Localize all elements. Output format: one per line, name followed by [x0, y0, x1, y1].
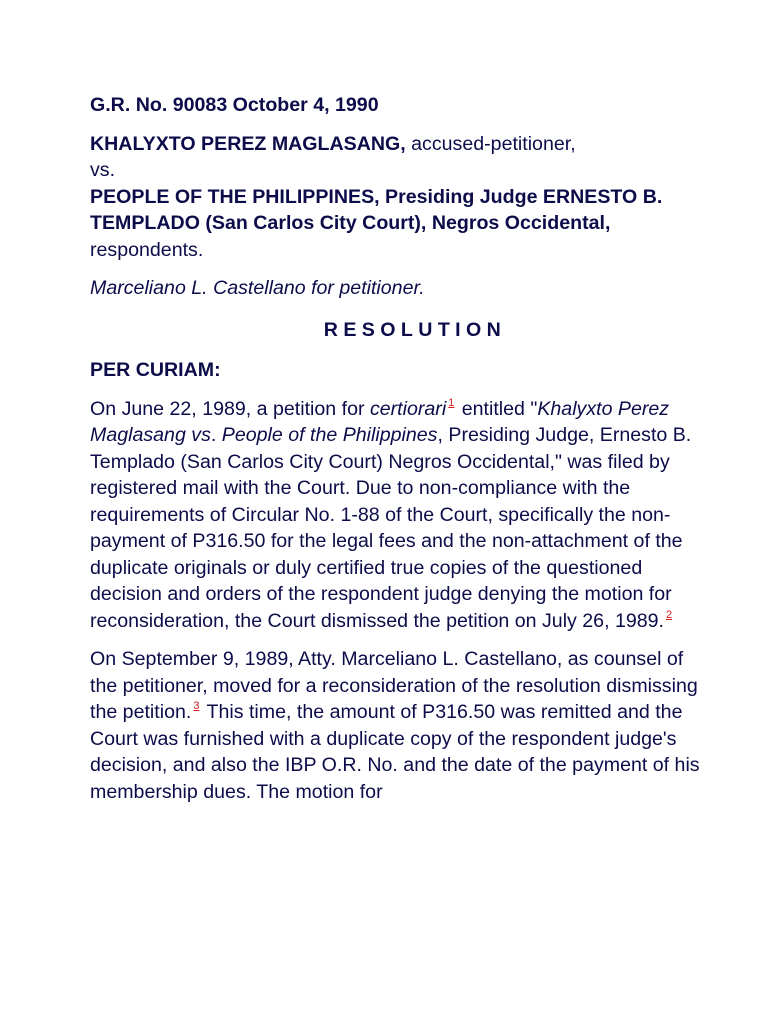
footnote-link-2[interactable]: 2	[666, 608, 673, 621]
paragraph-1	[90, 396, 700, 635]
case-number-date: G.R. No. 90083 October 4, 1990	[90, 94, 379, 116]
paragraph-1-text: On June 22, 1989, a petition for	[90, 397, 370, 420]
certiorari-term: certiorari	[369, 397, 447, 420]
footnote-link-1[interactable]: 1	[448, 396, 455, 409]
respondents-names: PEOPLE OF THE PHILIPPINES, Presiding Judge ERNESTO B. TEMPLADO (San Carlos City Court), Negros Occidental,	[90, 185, 663, 234]
respondents-role: respondents.	[90, 238, 204, 261]
petitioner-role: accused-petitioner,	[405, 132, 576, 155]
paragraph-1-text: entitled "	[456, 397, 538, 420]
paragraph-2	[90, 646, 700, 805]
per-curiam-heading: PER CURIAM:	[90, 359, 221, 381]
paragraph-2-text: On September 9, 1989, Atty. Marceliano L. Castellano, as counsel of the petitioner, moved for a reconsideration of the resolution dismissing the petition.	[90, 648, 698, 723]
resolution-heading: RESOLUTION	[323, 318, 507, 341]
counsel-line: Marceliano L. Castellano for petitioner.	[90, 277, 425, 299]
case-parties	[90, 131, 700, 264]
case-title-italic: Khalyxto Perez Maglasang vs	[90, 397, 670, 446]
paragraph-2-text: This time, the amount of P316.50 was remitted and the Court was furnished with a duplicate copy of the respondent judge's decision, and also the IBP O.R. No. and the date of the payment of his membership dues. The motion for	[90, 701, 700, 803]
paragraph-1-text: , Presiding Judge, Ernesto B. Templado (San Carlos City Court) Negros Occidental," was filed by registered mail with the Court. Due to non-compliance with the requirements of Circular No. 1-88 of the Court, specifically the non- payment of P316.50 for the legal fees and the non-attachment of the duplicate originals or duly certified true copies of the questioned decision and orders of the respondent judge denying the motion for reconsideration, the Court dismissed the petition on July 26, 1989.	[90, 424, 692, 632]
document-page	[90, 92, 700, 817]
footnote-link-3[interactable]: 3	[193, 700, 200, 712]
case-title-italic: People of the Philippines	[221, 424, 438, 446]
paragraph-1-text: .	[210, 424, 222, 446]
versus-text: vs.	[90, 159, 116, 181]
petitioner-name: KHALYXTO PEREZ MAGLASANG,	[90, 132, 406, 155]
